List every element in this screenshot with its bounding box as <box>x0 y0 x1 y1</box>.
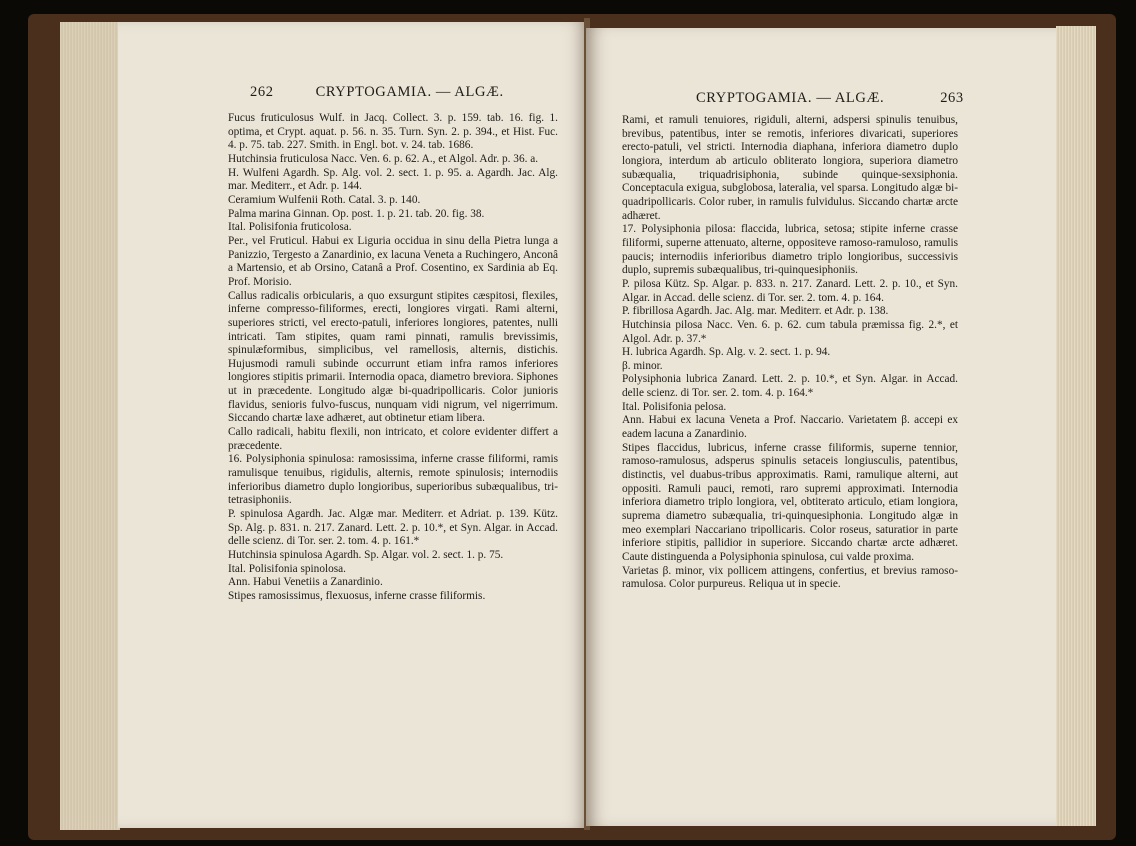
left-page-header <box>250 84 504 101</box>
paragraph: P. fibrillosa Agardh. Jac. Alg. mar. Mediterr. et Adr. p. 138. <box>622 305 889 318</box>
left-page <box>118 22 588 828</box>
paragraph: Ann. Habui Venetiis a Zanardinio. <box>228 576 383 589</box>
paragraph: Stipes ramosissimus, flexuosus, inferne crasse filiformis. <box>228 589 486 602</box>
paragraph: Varietas β. minor, vix pollicem attingens, confertius, et brevius ramoso-ramulosa. Color purpureus. Reliqua ut in specie. <box>622 564 958 591</box>
paragraph: Stipes flaccidus, lubricus, inferne crasse filiformis, superne tennior, ramoso-ramulosus, adsperus spinulis setaceis longiusculis, patentibus, distinctis, vel duabus-tribus approximatis. Rami, ramulique alterni, aut oppositi. Ramuli pauci, remoti, raro supremi approximati. Internodia inferiora diametro triplo longiora, vel, obtiterato articulo, etiam longiora, suprema diametro subæqualia, tri-quinquesiphonia. Longitudo algæ in meo exemplari Naccariano tripollicaris. Color roseus, saturatior in parte inferiore stipitis, pallidior in superiore. Siccando chartæ arcte adhæret. Caute distinguenda a Polysiphonia spinulosa, cui valde proxima. <box>622 441 958 563</box>
paragraph: Callus radicalis orbicularis, a quo exsurgunt stipites cæspitosi, flexiles, inferne compresso-filiformes, erecti, longiores virgati. Rami alterni, superiores stricti, vel erecto-patuli, inferiores longiores, patentes, nulli intricati. Tam stipites, quam rami pinnati, ramulis brevissimis, spinulæformibus, simplicibus, vel ramellosis, alternis, distichis. Hujusmodi ramuli subinde occurrunt etiam infra ramos inferiores longiores stipitis primarii. Internodia opaca, diametro breviora. Siphones ut in præcedente. Longitudo algæ bi-quadripollicaris. Color junioris flavidus, senioris fulvo-fuscus, nunquam vidi nigrum, vel nigerrimum. Siccando chartæ laxe adhæret, aut obtinetur etiam libera. <box>228 289 558 425</box>
paragraph: P. spinulosa Agardh. Jac. Algæ mar. Mediterr. et Adriat. p. 139. Kütz. Sp. Alg. p. 831. n. 217. Zanard. Lett. 2. p. 10.*, et Syn. Algar. in Accad. delle scienz. di Tor. ser. 2. tom. 4. p. 161.* <box>228 508 558 548</box>
right-page-number: 263 <box>940 90 964 106</box>
paragraph: Polysiphonia lubrica Zanard. Lett. 2. p. 10.*, et Syn. Algar. in Accad. delle scienz. di Tor. ser. 2. tom. 4. p. 164.* <box>622 373 958 400</box>
paragraph: Hutchinsia pilosa Nacc. Ven. 6. p. 62. cum tabula præmissa fig. 2.*, et Algol. Adr. p. 37.* <box>622 318 958 345</box>
paragraph: Hutchinsia fruticulosa Nacc. Ven. 6. p. 62. A., et Algol. Adr. p. 36. a. <box>228 152 539 165</box>
paragraph: P. pilosa Kütz. Sp. Algar. p. 833. n. 217. Zanard. Lett. 2. p. 10., et Syn. Algar. in Accad. delle scienz. di Tor. ser. 2. tom. 4. p. 164. <box>622 277 958 304</box>
paragraph: Rami, et ramuli tenuiores, rigiduli, alterni, adspersi spinulis tenuibus, brevibus, patentibus, inter se remotis, inferiores divaricati, superiores erecto-patuli, vel stricti. Internodia diaphana, inferiora diametro duplo longiora, interdum ab articulo obliterato longiora, superiora diametro subæqualia, triquadrisiphonia, subinde quinque-sexsiphonia. Conceptacula exigua, subglobosa, lateralia, vel sparsa. Longitudo algæ bi-quadripollicaris. Color ruber, in ramulis fulvidulus. Siccando chartæ arcte adhæret. <box>622 114 958 222</box>
paragraph: H. Wulfeni Agardh. Sp. Alg. vol. 2. sect. 1. p. 95. a. Agardh. Jac. Alg. mar. Mediterr., et Adr. p. 144. <box>228 166 558 193</box>
left-page-text <box>228 112 558 604</box>
paragraph: Ann. Habui ex lacuna Veneta a Prof. Naccario. Varietatem β. accepi ex eadem lacuna a Zanardinio. <box>622 414 958 441</box>
paragraph: Ceramium Wulfenii Roth. Catal. 3. p. 140. <box>228 193 421 206</box>
paragraph: 17. Polysiphonia pilosa: flaccida, lubrica, setosa; stipite inferne crasse filiformi, superne attenuato, alterne, oppositeve ramoso-ramuloso, ramulis paucis; internodiis inferioribus diametro triplo longioribus, successivis duplo, supremis subæqualibus, tri-quinquesiphoniis. <box>622 223 958 277</box>
right-running-head: CRYPTOGAMIA. — ALGÆ. <box>696 90 885 106</box>
paragraph: Per., vel Fruticul. Habui ex Liguria occidua in sinu della Pietra lunga a Panizzio, Tergesto a Zanardinio, ex lacuna Veneta a Ruchingero, Anconâ a Martensio, et ab Orsino, Catanâ a Prof. Cosentino, ex Sardinia ab Eq. Prof. Morisio. <box>228 234 558 288</box>
paragraph: Fucus fruticulosus Wulf. in Jacq. Collect. 3. p. 159. tab. 16. fig. 1. optima, et Crypt. aquat. p. 56. n. 35. Turn. Syn. 2. p. 394., et Hist. Fuc. 4. p. 75. tab. 227. Smith. in Engl. bot. v. 24. tab. 1686. <box>228 112 558 152</box>
paragraph: Callo radicali, habitu flexili, non intricato, et colore evidenter differt a præcedente. <box>228 426 558 452</box>
paragraph: 16. Polysiphonia spinulosa: ramosissima, inferne crasse filiformi, ramis ramulisque tenuibus, rigidulis, alternis, remote spinulosis; internodiis inferioribus diametro duplo longioribus, superioribus subæqualibus, tri-tetrasiphoniis. <box>228 453 558 507</box>
page-edges-left <box>60 22 120 830</box>
paragraph: Ital. Polisifonia fruticolosa. <box>228 221 352 234</box>
paragraph: Hutchinsia spinulosa Agardh. Sp. Algar. vol. 2. sect. 1. p. 75. <box>228 549 504 561</box>
left-running-head: CRYPTOGAMIA. — ALGÆ. <box>315 84 504 100</box>
paragraph: Ital. Polisifonia pelosa. <box>622 400 727 413</box>
right-page-header <box>696 90 964 107</box>
paragraph: β. minor. <box>622 359 663 372</box>
right-page-text <box>622 114 958 592</box>
paragraph: H. lubrica Agardh. Sp. Alg. v. 2. sect. 1. p. 94. <box>622 346 831 359</box>
left-page-number: 262 <box>250 84 274 100</box>
right-page <box>586 28 1056 826</box>
paragraph: Ital. Polisifonia spinolosa. <box>228 562 346 575</box>
page-edges-right <box>1056 26 1096 826</box>
paragraph: Palma marina Ginnan. Op. post. 1. p. 21. tab. 20. fig. 38. <box>228 207 485 220</box>
